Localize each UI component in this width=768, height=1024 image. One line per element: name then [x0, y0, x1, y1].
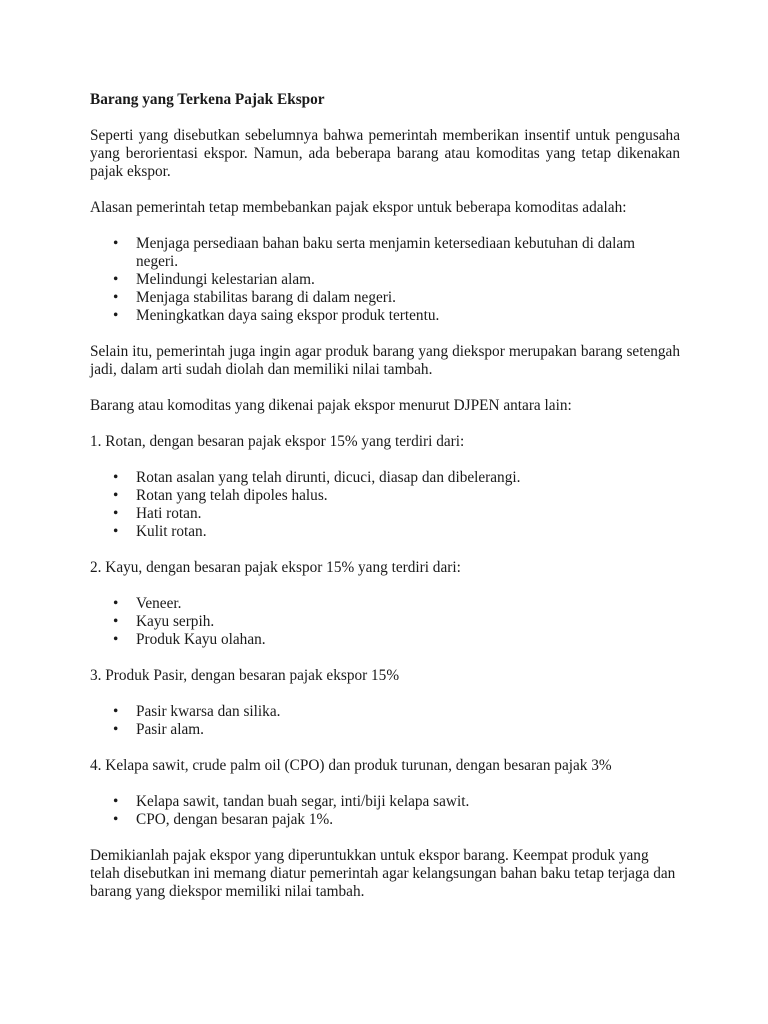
list-item: • Produk Kayu olahan. [113, 631, 266, 648]
rotan-list [90, 469, 680, 541]
kelapa-sawit-list [90, 793, 680, 829]
list-item: • Hati rotan. [113, 505, 202, 522]
conclusion-paragraph: Demikianlah pajak ekspor yang diperuntukkan untuk ekspor barang. Keempat produk yang telah disebutkan ini memang diatur pemerintah agar kelangsungan bahan baku tetap terjaga dan barang yang diekspor memiliki nilai tambah. [90, 847, 676, 900]
bullet-icon: • [113, 505, 119, 522]
commodities-intro: Barang atau komoditas yang dikenai pajak ekspor menurut DJPEN antara lain: [90, 397, 572, 414]
list-item: • Veneer. [113, 595, 182, 612]
document-body [90, 91, 680, 919]
bullet-icon: • [113, 613, 119, 630]
bullet-icon: • [113, 721, 119, 738]
section-heading-pasir: 3. Produk Pasir, dengan besaran pajak ekspor 15% [90, 667, 400, 684]
section-heading-kayu: 2. Kayu, dengan besaran pajak ekspor 15% yang terdiri dari: [90, 559, 461, 576]
reasons-list [90, 235, 680, 325]
bullet-icon: • [113, 793, 119, 810]
list-item: • Meningkatkan daya saing ekspor produk tertentu. [113, 307, 440, 324]
list-item: • Melindungi kelestarian alam. [113, 271, 315, 288]
reasons-intro: Alasan pemerintah tetap membebankan pajak ekspor untuk beberapa komoditas adalah: [90, 199, 627, 216]
list-item: • Pasir alam. [113, 721, 204, 738]
list-item: • CPO, dengan besaran pajak 1%. [113, 811, 334, 828]
semi-finished-paragraph: Selain itu, pemerintah juga ingin agar produk barang yang diekspor merupakan barang setengah jadi, dalam arti sudah diolah dan memiliki nilai tambah. [90, 343, 680, 378]
list-item: • Pasir kwarsa dan silika. [113, 703, 281, 720]
bullet-icon: • [113, 235, 119, 252]
document-title: Barang yang Terkena Pajak Ekspor [90, 91, 325, 108]
intro-paragraph: Seperti yang disebutkan sebelumnya bahwa pemerintah memberikan insentif untuk pengusaha yang berorientasi ekspor. Namun, ada beberapa barang atau komoditas yang tetap dikenakan pajak ekspor. [90, 127, 680, 180]
bullet-icon: • [113, 595, 119, 612]
list-item: • Menjaga persediaan bahan baku serta menjamin ketersediaan kebutuhan di dalam negeri. [113, 235, 636, 270]
list-item: • Menjaga stabilitas barang di dalam negeri. [113, 289, 396, 306]
bullet-icon: • [113, 307, 119, 324]
bullet-icon: • [113, 289, 119, 306]
section-heading-rotan: 1. Rotan, dengan besaran pajak ekspor 15% yang terdiri dari: [90, 433, 465, 450]
list-item: • Kayu serpih. [113, 613, 215, 630]
bullet-icon: • [113, 811, 119, 828]
bullet-icon: • [113, 523, 119, 540]
bullet-icon: • [113, 487, 119, 504]
list-item: • Rotan yang telah dipoles halus. [113, 487, 328, 504]
list-item: • Kulit rotan. [113, 523, 207, 540]
bullet-icon: • [113, 631, 119, 648]
kayu-list [90, 595, 680, 649]
list-item: • Rotan asalan yang telah dirunti, dicuci, diasap dan dibelerangi. [113, 469, 521, 486]
section-heading-kelapa-sawit: 4. Kelapa sawit, crude palm oil (CPO) dan produk turunan, dengan besaran pajak 3% [90, 757, 612, 774]
bullet-icon: • [113, 703, 119, 720]
bullet-icon: • [113, 469, 119, 486]
bullet-icon: • [113, 271, 119, 288]
pasir-list [90, 703, 680, 739]
list-item: • Kelapa sawit, tandan buah segar, inti/biji kelapa sawit. [113, 793, 470, 810]
